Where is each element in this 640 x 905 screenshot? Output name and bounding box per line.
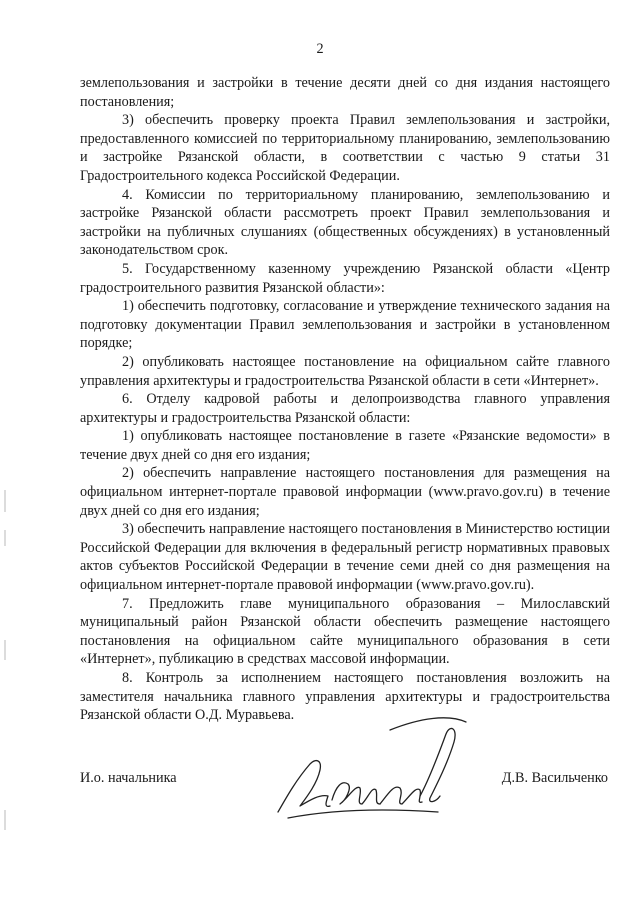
paragraph-clause-5-item-1: 1) обеспечить подготовку, согласование и утверждение технического задания на подготовку документации Правил землепользования и застройки в установленном порядке; bbox=[80, 298, 610, 352]
signatory-name: Д.В. Васильченко bbox=[501, 770, 608, 786]
handwritten-signature bbox=[270, 700, 470, 830]
paragraph-clause-8: 8. Контроль за исполнением настоящего постановления возложить на заместителя начальника главного управления архитектуры и градостроительства Рязанской области О.Д. Муравьева. bbox=[80, 670, 610, 724]
paragraph-continuation: землепользования и застройки в течение десяти дней со дня издания настоящего постановления; bbox=[80, 75, 610, 110]
paragraph-item-3: 3) обеспечить проверку проекта Правил землепользования и застройки, предоставленного комиссией по территориальному планированию, землепользованию и застройке Рязанской области, в соответствии с частью 9 статьи 31 Градостроительного кодекса Российской Федерации. bbox=[80, 112, 610, 184]
paragraph-clause-7: 7. Предложить главе муниципального образования – Милославский муниципальный район Рязанской области обеспечить размещение настоящего постановления на официальном сайте муниципального образования в сети «Интернет», публикацию в средствах массовой информации. bbox=[80, 595, 610, 668]
paragraph-clause-6: 6. Отделу кадровой работы и делопроизводства главного управления архитектуры и градостроительства Рязанской области: bbox=[80, 391, 610, 426]
document-body bbox=[80, 74, 610, 725]
page-number: 2 bbox=[316, 41, 324, 57]
signatory-title: И.о. начальника bbox=[80, 770, 177, 786]
paragraph-clause-5: 5. Государственному казенному учреждению Рязанской области «Центр градостроительного развития Рязанской области»: bbox=[80, 260, 610, 296]
paragraph-clause-4: 4. Комиссии по территориальному планированию, землепользованию и застройке Рязанской области рассмотреть проект Правил землепользования и застройки на публичных слушаниях (общественных обсуждениях) в установленный законодательством срок. bbox=[80, 186, 610, 259]
scan-margin-marks bbox=[4, 490, 7, 850]
paragraph-clause-6-item-1: 1) опубликовать настоящее постановление в газете «Рязанские ведомости» в течение двух дней со дня его издания; bbox=[80, 428, 610, 463]
paragraph-clause-6-item-2: 2) обеспечить направление настоящего постановления для размещения на официальном интернет-портале правовой информации (www.pravo.gov.ru) в течение двух дней со дня его издания; bbox=[80, 465, 610, 519]
paragraph-clause-6-item-3: 3) обеспечить направление настоящего постановления в Министерство юстиции Российской Федерации для включения в федеральный регистр нормативных правовых актов субъектов Российской Федерации в течение семи дней со дня размещения на официальном интернет-портале правовой информации (www.pravo.gov.ru). bbox=[80, 521, 610, 594]
paragraph-clause-5-item-2: 2) опубликовать настоящее постановление на официальном сайте главного управления архитектуры и градостроительства Рязанской области в сети «Интернет». bbox=[80, 353, 610, 389]
